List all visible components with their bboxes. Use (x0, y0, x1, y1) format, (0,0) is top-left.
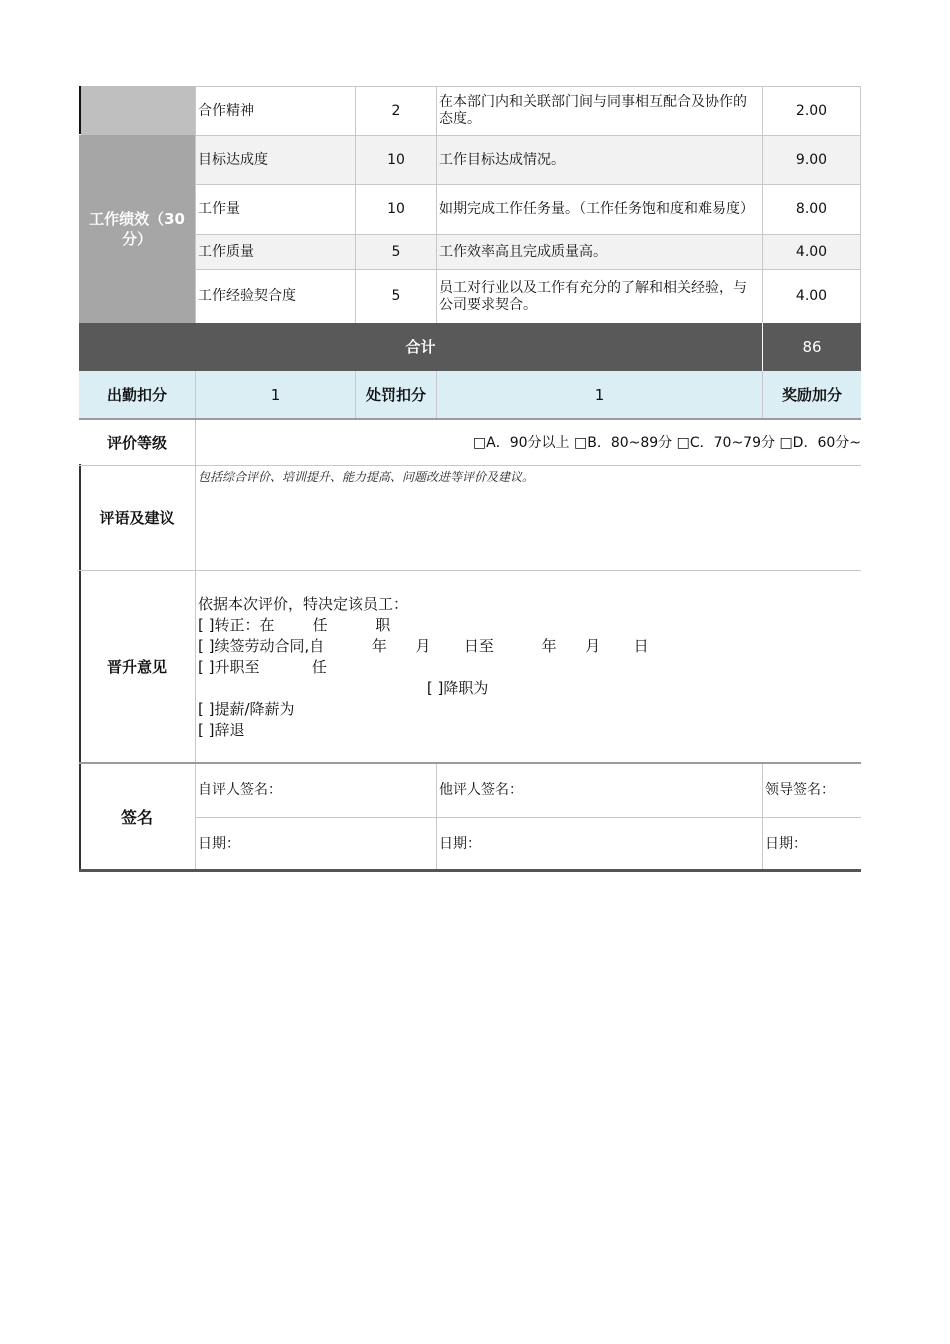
item-score: 4.00 (762, 269, 861, 323)
item-score: 8.00 (762, 184, 861, 234)
item-name: 工作量 (195, 184, 355, 234)
item-name: 工作经验契合度 (195, 269, 355, 323)
promotion-content (195, 571, 861, 763)
total-value: 86 (762, 323, 861, 371)
promotion-line: [ ]升职至 任 (198, 658, 327, 676)
item-score: 4.00 (762, 234, 861, 269)
grade-label: 评价等级 (106, 433, 167, 452)
grade-options: □A．90分以上 □B．80~89分 □C．70~79分 □D．60分~ (195, 420, 861, 466)
item-description: 工作目标达成情况。 (436, 135, 762, 184)
attendance-deduction-value: 1 (195, 371, 355, 419)
item-weight: 10 (355, 184, 436, 234)
attendance-deduction-label: 出勤扣分 (79, 371, 195, 419)
item-description: 如期完成工作任务量。（工作任务饱和度和难易度） (436, 184, 762, 234)
promotion-line: [ ]辞退 (198, 721, 245, 739)
peer-date-field[interactable]: 日期： (436, 818, 762, 870)
comments-hint: 包括综合评价、培训提升、能力提高、问题改进等评价及建议。 (195, 466, 861, 571)
item-weight: 10 (355, 135, 436, 184)
bottom-border (79, 869, 861, 872)
penalty-deduction-value: 1 (436, 371, 762, 419)
penalty-deduction-label: 处罚扣分 (355, 371, 436, 419)
self-date-field[interactable]: 日期： (195, 818, 436, 870)
item-description: 员工对行业以及工作有充分的了解和相关经验，与公司要求契合。 (436, 269, 762, 323)
total-label: 合计 (79, 323, 762, 371)
bonus-label: 奖励加分 (762, 371, 861, 419)
item-name: 合作精神 (195, 86, 355, 135)
item-description: 在本部门内和关联部门间与同事相互配合及协作的态度。 (436, 86, 762, 135)
item-name: 目标达成度 (195, 135, 355, 184)
category-cell-performance: 工作绩效（30分） (79, 135, 195, 323)
item-score: 2.00 (762, 86, 861, 135)
promotion-line: [ ]提薪/降薪为 (198, 700, 295, 718)
item-weight: 5 (355, 234, 436, 269)
promotion-label: 晋升意见 (106, 657, 167, 676)
peer-signature-field[interactable]: 他评人签名： (436, 764, 762, 817)
item-weight: 5 (355, 269, 436, 323)
item-name: 工作质量 (195, 234, 355, 269)
self-signature-field[interactable]: 自评人签名： (195, 764, 436, 817)
item-weight: 2 (355, 86, 436, 135)
category-cell-attitude (81, 86, 195, 135)
promotion-line: [ ]转正：在 任 职 (198, 616, 391, 634)
comments-label: 评语及建议 (99, 509, 175, 527)
promotion-line: 依据本次评价，特决定该员工： (198, 595, 409, 613)
evaluation-form (79, 86, 861, 872)
promotion-line: [ ]续签劳动合同,自 年 月 日至 年 月 日 (198, 637, 649, 655)
item-score: 9.00 (762, 135, 861, 184)
signature-label: 签名 (120, 807, 153, 827)
promotion-line: [ ]降职为 (198, 679, 489, 697)
item-description: 工作效率高且完成质量高。 (436, 234, 762, 269)
leader-signature-field[interactable]: 领导签名： (762, 764, 861, 817)
leader-date-field[interactable]: 日期： (762, 818, 861, 870)
